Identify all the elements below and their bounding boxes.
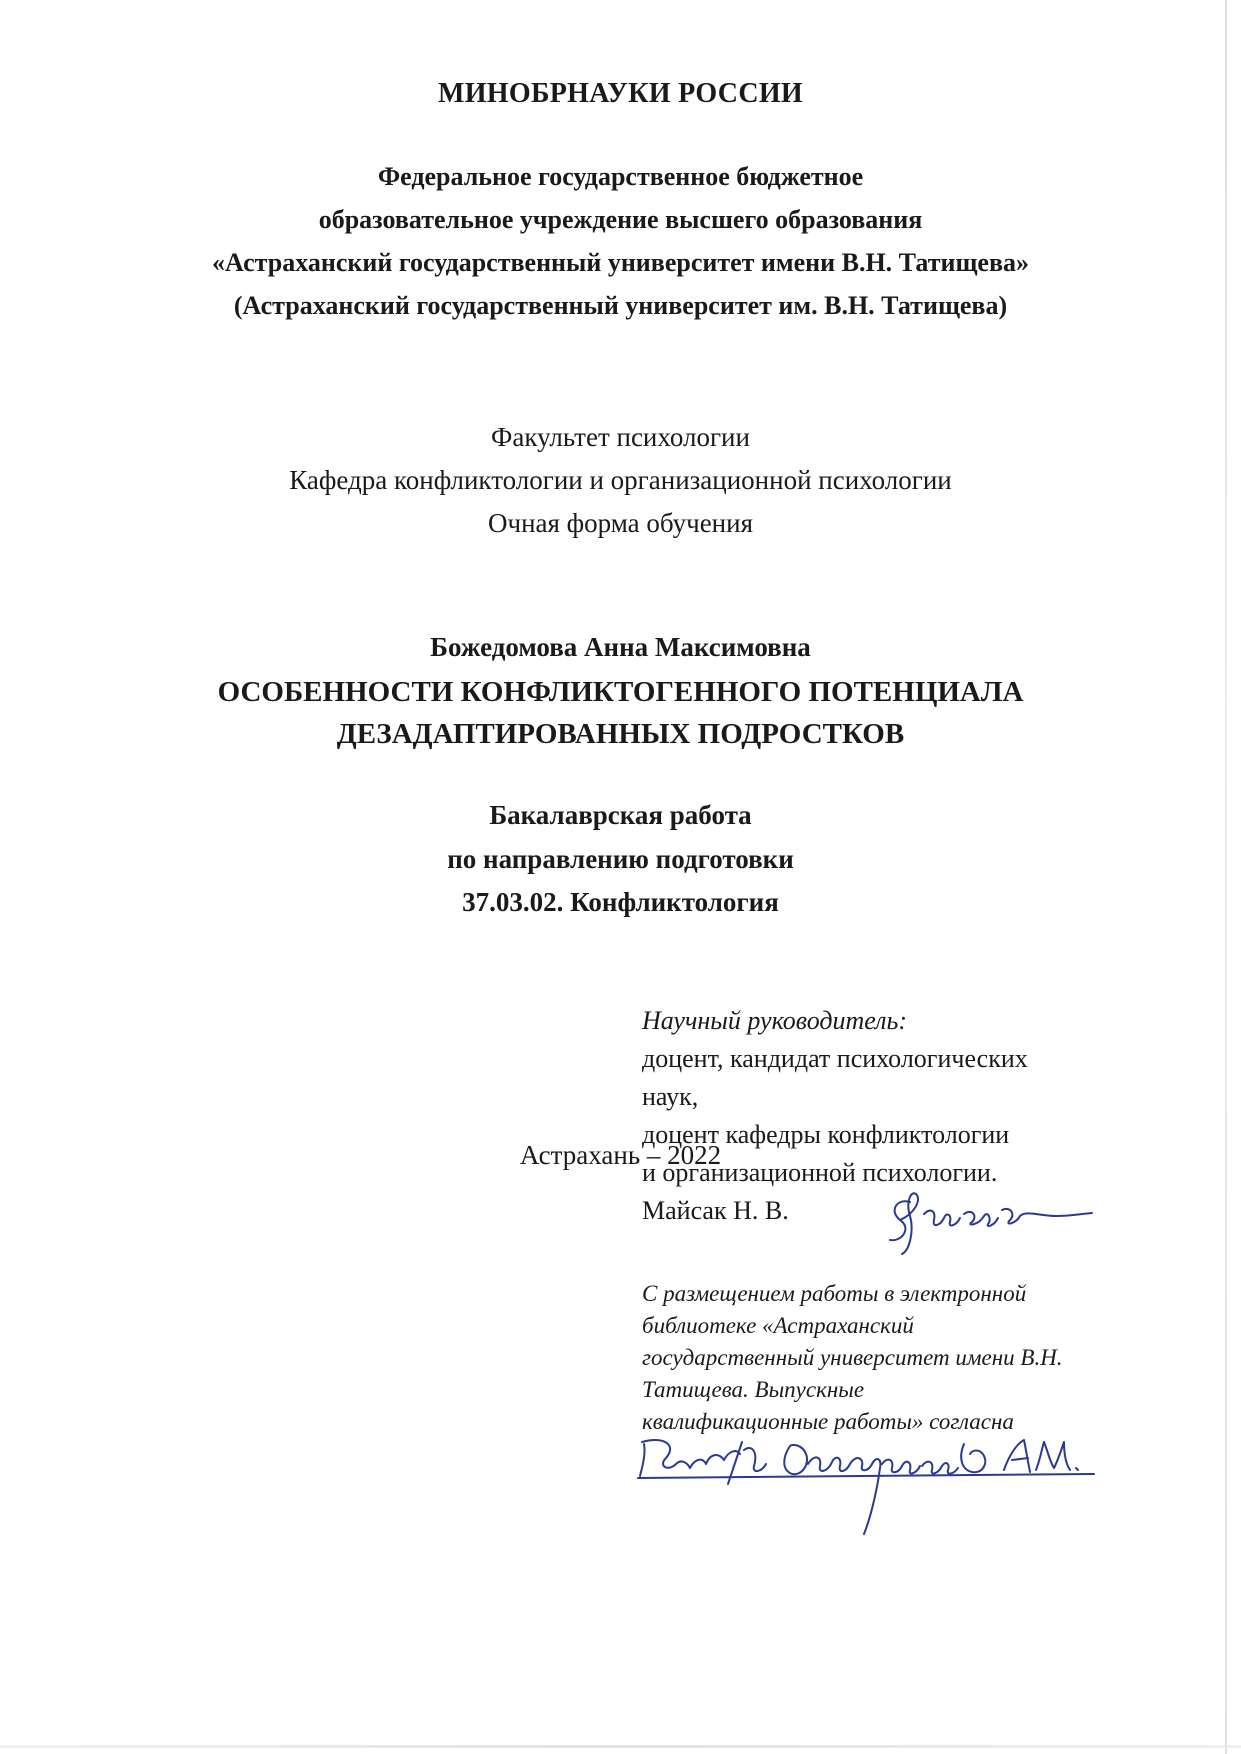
supervisor-line-4: и организационной психологии. [642,1158,998,1187]
consent-line-5: квалификационные работы» согласна [642,1409,1014,1434]
supervisor-line-3: доцент кафедры конфликтологии [642,1120,1010,1149]
consent-block [642,1278,1222,1438]
institution-line-3: «Астраханский государственный университет имени В.Н. Татищева» [212,248,1029,277]
city-year: Астрахань – 2022 [519,1140,722,1170]
consent-line-2: библиотеке «Астраханский [642,1313,914,1338]
direction-code: 37.03.02. Конфликтология [462,887,779,917]
scan-edge-bottom [0,1745,1241,1748]
consent-line-1: С размещением работы в электронной [642,1281,1027,1306]
ministry-heading: МИНОБРНАУКИ РОССИИ [437,78,803,109]
work-type: Бакалаврская работа [489,800,752,830]
faculty: Факультет психологии [491,422,750,452]
supervisor-line-2: наук, [642,1082,699,1111]
author-name: Божедомова Анна Максимовна [430,632,811,662]
chair: Кафедра конфликтологии и организационной психологии [289,465,952,495]
scan-edge-right [1225,0,1227,1754]
consent-line-3: государственный университет имени В.Н. [642,1345,1063,1370]
thesis-title-line-2: ДЕЗАДАПТИРОВАННЫХ ПОДРОСТКОВ [336,718,905,750]
thesis-title-line-1: ОСОБЕННОСТИ КОНФЛИКТОГЕННОГО ПОТЕНЦИАЛА [217,676,1024,708]
institution-line-2: образовательное учреждение высшего образования [318,205,923,234]
supervisor-signature [880,1180,1100,1260]
student-signature [632,1424,1102,1544]
supervisor-name: Майсак Н. В. [642,1196,789,1225]
study-form: Очная форма обучения [488,508,753,538]
institution-line-1: Федеральное государственное бюджетное [377,162,864,191]
supervisor-label: Научный руководитель: [642,1006,908,1035]
supervisor-line-1: доцент, кандидат психологических [642,1044,1028,1073]
institution-line-4: (Астраханский государственный университет им. В.Н. Татищева) [233,291,1008,320]
direction-label: по направлению подготовки [447,844,794,874]
consent-line-4: Татищева. Выпускные [642,1377,865,1402]
